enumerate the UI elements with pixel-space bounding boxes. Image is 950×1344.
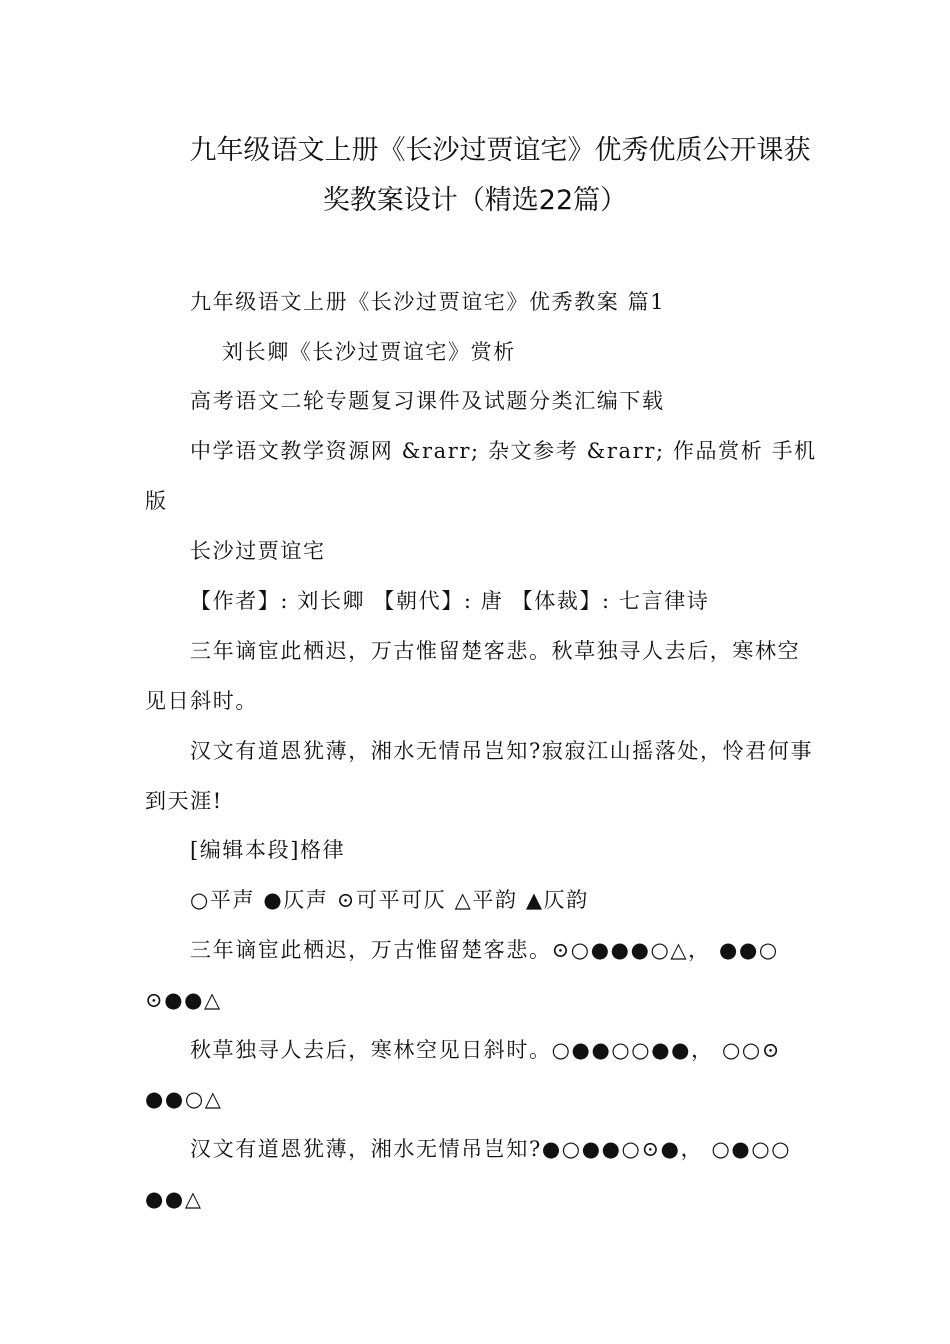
paragraph-meter-line-3-cont: ●●△ xyxy=(145,1187,203,1211)
paragraph-breadcrumb: 中学语文教学资源网 &rarr; 杂文参考 &rarr; 作品赏析 手机 xyxy=(190,439,817,463)
paragraph-section-heading: [编辑本段]格律 xyxy=(190,838,346,862)
paragraph-download-link: 高考语文二轮专题复习课件及试题分类汇编下载 xyxy=(190,389,665,413)
paragraph-poem-line-2: 汉文有道恩犹薄，湘水无情吊岂知?寂寂江山摇落处，怜君何事 xyxy=(190,739,814,763)
paragraph-subheading: 刘长卿《长沙过贾谊宅》赏析 xyxy=(222,340,516,364)
paragraph-meter-line-1-cont: ⊙●●△ xyxy=(145,988,222,1012)
paragraph-poem-title: 长沙过贾谊宅 xyxy=(190,539,326,563)
paragraph-meter-line-1: 三年谪宦此栖迟，万古惟留楚客悲。⊙○●●●○△， ●●○ xyxy=(190,938,779,962)
paragraph-heading-1: 九年级语文上册《长沙过贾谊宅》优秀教案 篇1 xyxy=(190,290,666,314)
paragraph-meter-line-3: 汉文有道恩犹薄，湘水无情吊岂知?●○●●○⊙●， ○●○○ xyxy=(190,1137,792,1161)
paragraph-meter-line-2: 秋草独寻人去后，寒林空见日斜时。○●●○○●●， ○○⊙ xyxy=(190,1038,781,1062)
document-title-line-1: 九年级语文上册《长沙过贾谊宅》优秀优质公开课获 xyxy=(189,135,811,166)
paragraph-meter-line-2-cont: ●●○△ xyxy=(145,1087,223,1111)
paragraph-meter-legend: ○平声 ●仄声 ⊙可平可仄 △平韵 ▲仄韵 xyxy=(190,888,589,912)
paragraph-breadcrumb-cont: 版 xyxy=(145,489,168,513)
document-title-line-2: 奖教案设计（精选22篇） xyxy=(322,185,628,216)
paragraph-poem-line-1-cont: 见日斜时。 xyxy=(145,689,258,713)
paragraph-poem-line-1: 三年谪宦此栖迟，万古惟留楚客悲。秋草独寻人去后，寒林空 xyxy=(190,639,801,663)
paragraph-poem-meta: 【作者】: 刘长卿 【朝代】: 唐 【体裁】: 七言律诗 xyxy=(190,589,710,613)
paragraph-poem-line-2-cont: 到天涯! xyxy=(145,789,223,813)
